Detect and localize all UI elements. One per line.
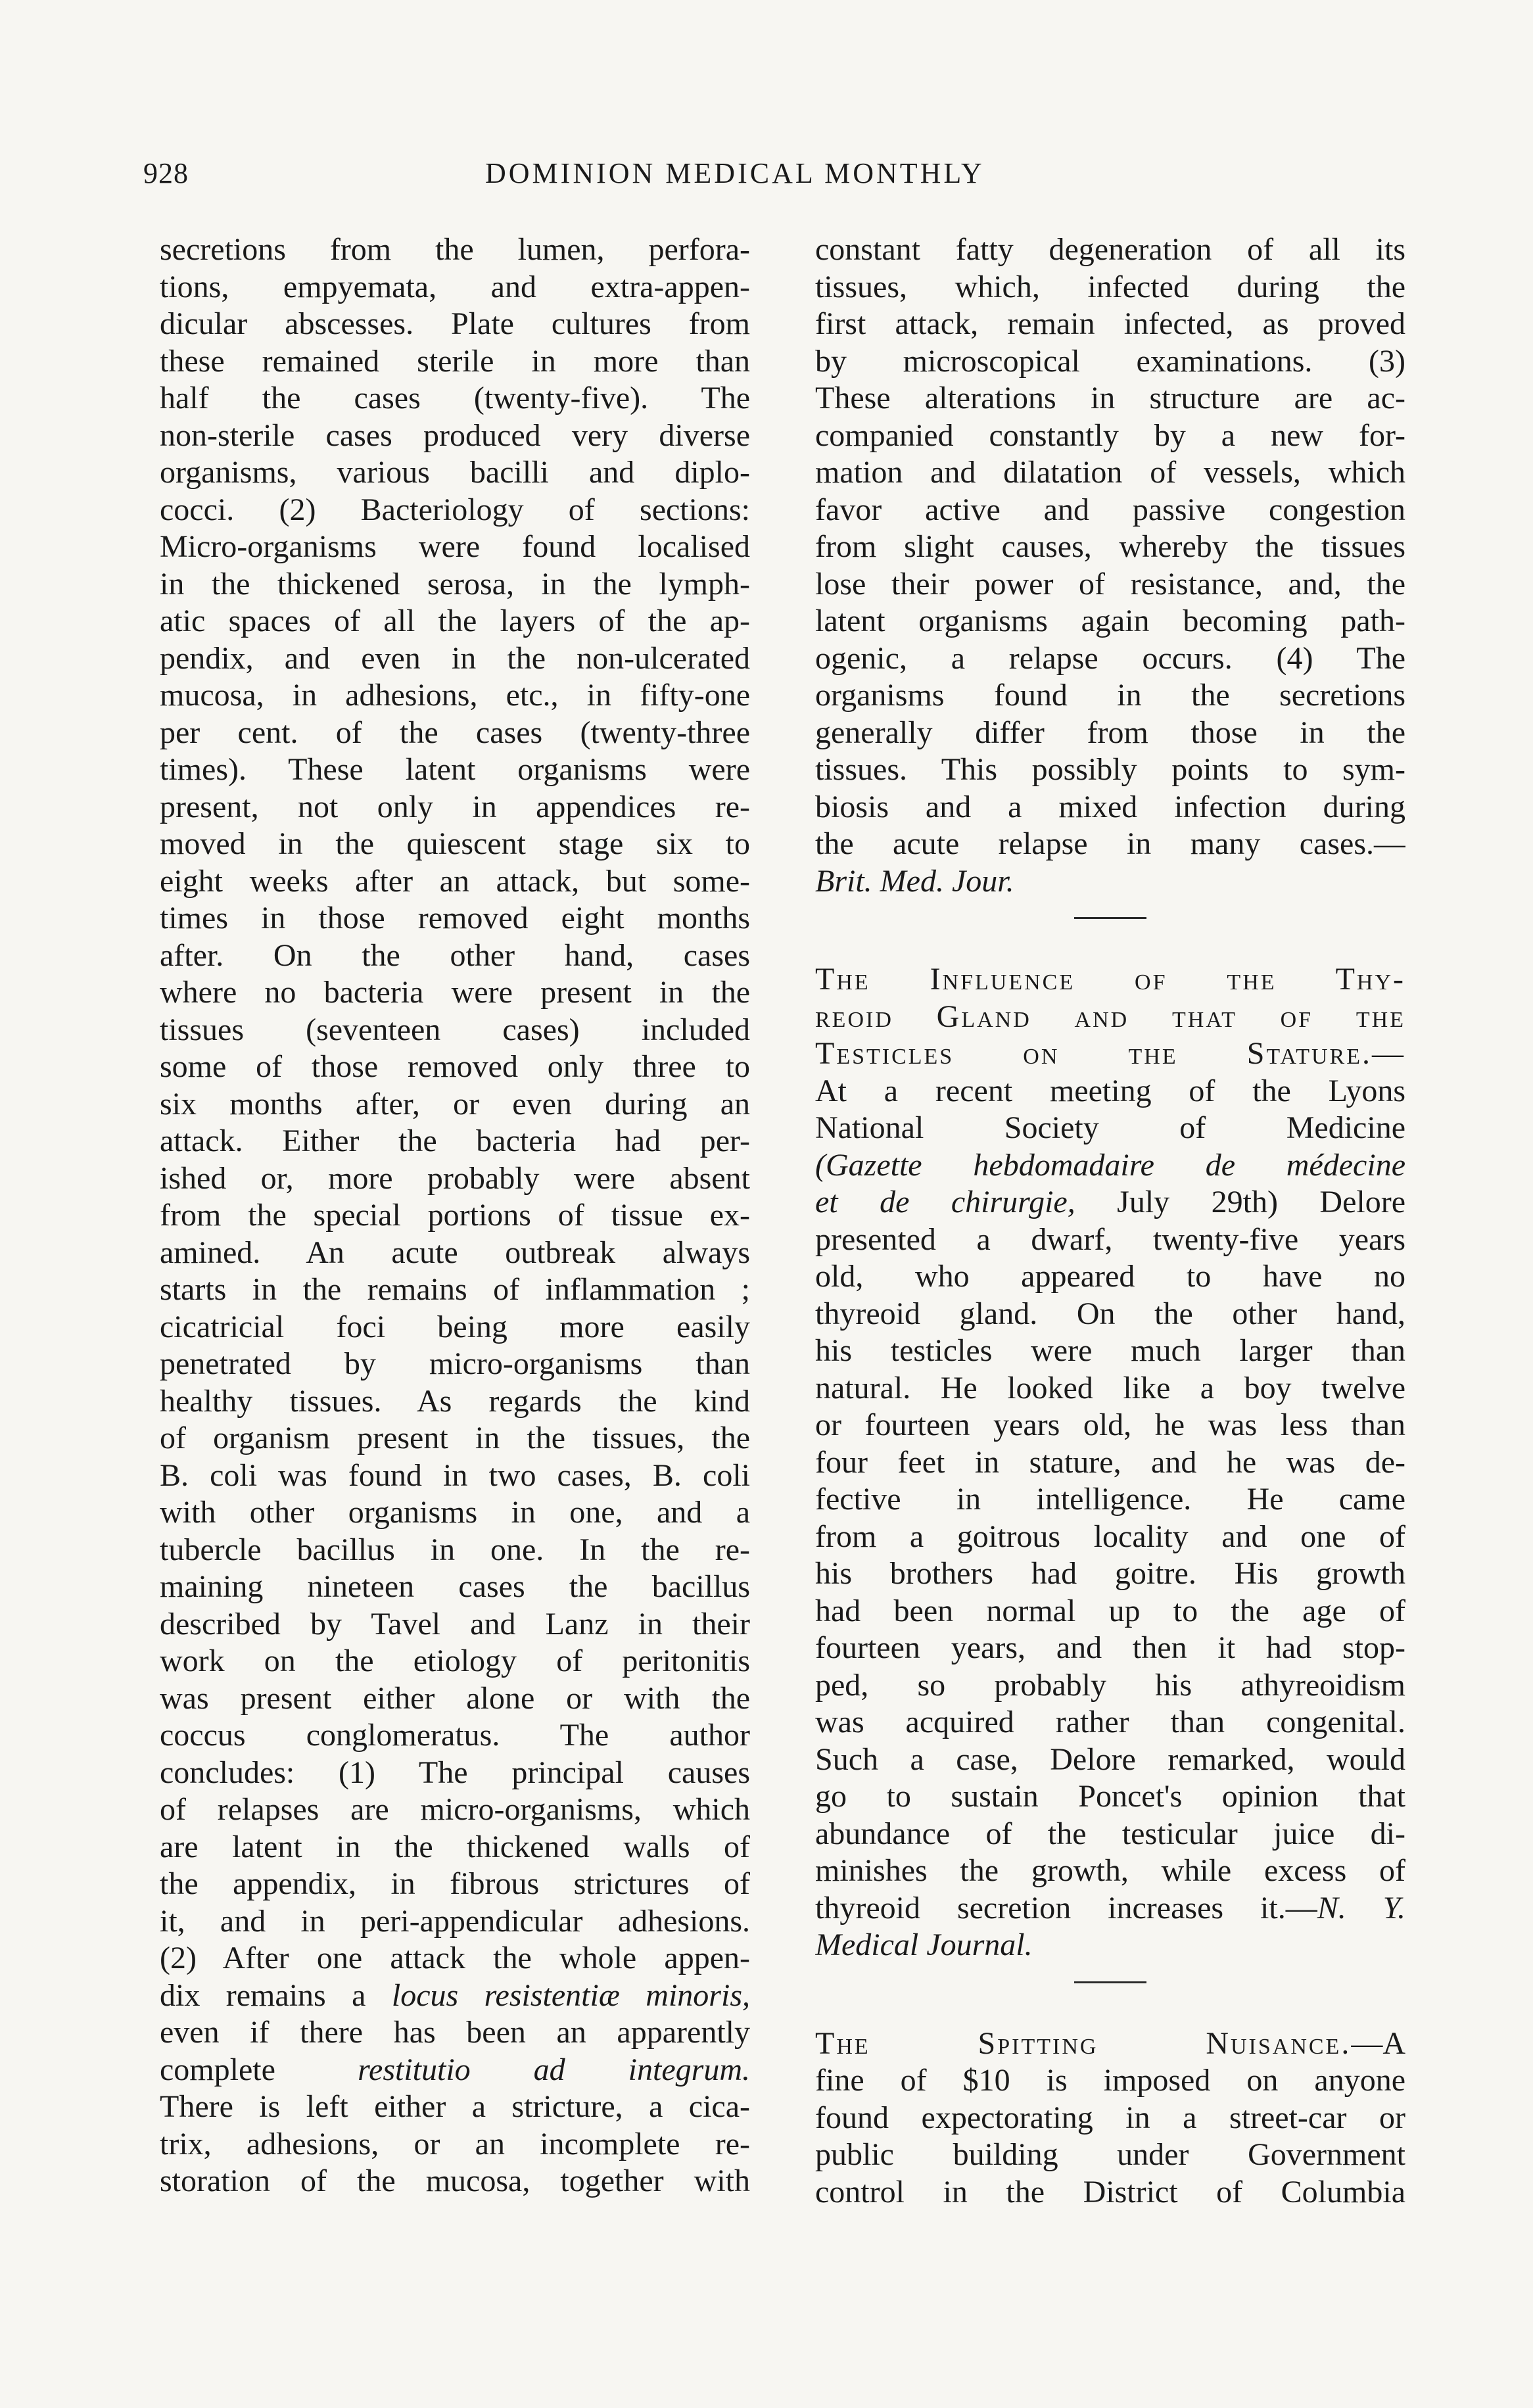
text-line: with other organisms in one, and a — [160, 1495, 750, 1530]
text-line: these remained sterile in more than — [160, 343, 750, 379]
text-line: (Gazette hebdomadaire de médecine — [815, 1147, 1405, 1183]
text-line: abundance of the testicular juice di- — [815, 1816, 1405, 1851]
text-line: Micro-organisms were found localised — [160, 529, 750, 564]
text-line: minishes the growth, while excess of — [815, 1853, 1405, 1888]
text-line: eight weeks after an attack, but some- — [160, 863, 750, 899]
text-line: six months after, or even during an — [160, 1086, 750, 1121]
text-line: B. coli was found in two cases, B. coli — [160, 1457, 750, 1493]
text-line: tissues, which, infected during the — [815, 269, 1405, 304]
journal-title: DOMINION MEDICAL MONTHLY — [485, 157, 985, 189]
text-line: half the cases (twenty-five). The — [160, 381, 750, 415]
text-line: thyreoid gland. On the other hand, — [815, 1296, 1405, 1331]
text-line: from slight causes, whereby the tissues — [815, 529, 1405, 564]
article-appendix-continuation — [815, 231, 1405, 863]
text-line: ogenic, a relapse occurs. (4) The — [815, 640, 1405, 676]
text-line: tissues (seventeen cases) included — [160, 1012, 750, 1047]
text-line: attack. Either the bacteria had per- — [160, 1123, 750, 1158]
page-number: 928 — [143, 157, 189, 189]
right-column — [815, 231, 1405, 2211]
text-line: National Society of Medicine — [815, 1110, 1405, 1145]
text-line: by microscopical examinations. (3) — [815, 343, 1405, 379]
text-line: where no bacteria were present in the — [160, 975, 750, 1010]
text-line: et de chirurgie, July 29th) Delore — [815, 1185, 1405, 1219]
text-line: tions, empyemata, and extra-appen- — [160, 269, 750, 304]
article-heading: The Influence of the Thy- — [815, 962, 1405, 997]
text-line: organisms, various bacilli and diplo- — [160, 455, 750, 490]
text-line: (2) After one attack the whole appen- — [160, 1941, 750, 1975]
text-line: starts in the remains of inflammation ; — [160, 1272, 750, 1307]
text-line: from the special portions of tissue ex- — [160, 1198, 750, 1233]
left-column-lines — [160, 231, 750, 1977]
text-line: mation and dilatation of vessels, which — [815, 455, 1405, 490]
text-line: go to sustain Poncet's opinion that — [815, 1779, 1405, 1814]
text-line: times in those removed eight months — [160, 901, 750, 935]
text-line: ped, so probably his athyreoidism — [815, 1667, 1405, 1703]
text-line: concludes: (1) The principal causes — [160, 1755, 750, 1790]
text-line: cicatricial foci being more easily — [160, 1309, 750, 1344]
text-line: four feet in stature, and he was de- — [815, 1444, 1405, 1480]
text-line: organisms found in the secretions — [815, 678, 1405, 713]
text-line: At a recent meeting of the Lyons — [815, 1073, 1405, 1108]
article-spitting-body — [815, 2062, 1405, 2211]
text-line: per cent. of the cases (twenty-three — [160, 715, 750, 750]
text-line: maining nineteen cases the bacillus — [160, 1569, 750, 1604]
text-line: even if there has been an apparently — [160, 2015, 750, 2050]
text-line: lose their power of resistance, and, the — [815, 566, 1405, 602]
section-divider — [1074, 1981, 1146, 1983]
text-line: presented a dwarf, twenty-five years — [815, 1221, 1405, 1257]
text-line: companied constantly by a new for- — [815, 417, 1405, 453]
text-line: complete restitutio ad integrum. — [160, 2052, 750, 2087]
text-line: of organism present in the tissues, the — [160, 1421, 750, 1455]
text-line: generally differ from those in the — [815, 715, 1405, 750]
article-spitting — [815, 2025, 1405, 2211]
section-divider — [1074, 917, 1146, 919]
text-line: fine of $10 is imposed on anyone — [815, 2063, 1405, 2098]
text-line: biosis and a mixed infection during — [815, 789, 1405, 824]
text-line: moved in the quiescent stage six to — [160, 826, 750, 861]
text-line: storation of the mucosa, together with — [160, 2163, 750, 2198]
text-line: after. On the other hand, cases — [160, 937, 750, 973]
text-line: These alterations in structure are ac- — [815, 381, 1405, 415]
text-line: favor active and passive congestion — [815, 492, 1405, 527]
text-line: in the thickened serosa, in the lymph- — [160, 566, 750, 602]
text-line: are latent in the thickened walls of — [160, 1829, 750, 1864]
article-heading: Testicles on the Stature.— — [815, 1036, 1405, 1071]
text-line: old, who appeared to have no — [815, 1259, 1405, 1294]
text-line: some of those removed only three to — [160, 1049, 750, 1084]
left-column-tail — [160, 2089, 750, 2200]
text-line: tubercle bacillus in one. In the re- — [160, 1532, 750, 1567]
text-line: There is left either a stricture, a cica- — [160, 2089, 750, 2124]
text-line: his testicles were much larger than — [815, 1333, 1405, 1368]
article-source: Medical Journal. — [815, 1927, 1033, 1962]
text-line: amined. An acute outbreak always — [160, 1235, 750, 1270]
text-line: penetrated by micro-organisms than — [160, 1346, 750, 1381]
text-line: described by Tavel and Lanz in their — [160, 1606, 750, 1641]
text-line: dicular abscesses. Plate cultures from — [160, 306, 750, 341]
text-line: healthy tissues. As regards the kind — [160, 1383, 750, 1419]
text-line: trix, adhesions, or an incomplete re- — [160, 2126, 750, 2161]
text-line: was acquired rather than congenital. — [815, 1705, 1405, 1739]
text-line: public building under Government — [815, 2137, 1405, 2172]
text-line: found expectorating in a street-car or — [815, 2100, 1405, 2135]
text-line: present, not only in appendices re- — [160, 789, 750, 824]
text-line: mucosa, in adhesions, etc., in fifty-one — [160, 678, 750, 713]
text-line: it, and in peri-appendicular adhesions. — [160, 1903, 750, 1939]
text-line: of relapses are micro-organisms, which — [160, 1792, 750, 1827]
text-line: secretions from the lumen, perfora- — [160, 232, 750, 267]
text-line: latent organisms again becoming path- — [815, 603, 1405, 638]
text-line: cocci. (2) Bacteriology of sections: — [160, 492, 750, 527]
article-thyroid-body — [815, 1221, 1405, 1890]
text-line: fourteen years, and then it had stop- — [815, 1630, 1405, 1665]
text-line: was present either alone or with the — [160, 1680, 750, 1716]
text-line: tissues. This possibly points to sym- — [815, 752, 1405, 787]
text-line: fective in intelligence. He came — [815, 1482, 1405, 1517]
text-line: constant fatty degeneration of all its — [815, 232, 1405, 267]
text-line: first attack, remain infected, as proved — [815, 306, 1405, 341]
article-source: Brit. Med. Jour. — [815, 863, 1014, 899]
text-line: Such a case, Delore remarked, would — [815, 1741, 1405, 1777]
running-head — [143, 156, 1425, 196]
text-line: atic spaces of all the layers of the ap- — [160, 603, 750, 638]
text-line: coccus conglomeratus. The author — [160, 1718, 750, 1753]
text-line: the appendix, in fibrous strictures of — [160, 1866, 750, 1901]
article-thyroid — [815, 961, 1405, 1964]
text-line: had been normal up to the age of — [815, 1593, 1405, 1628]
text-line: or fourteen years old, he was less than — [815, 1407, 1405, 1442]
text-line: his brothers had goitre. His growth — [815, 1556, 1405, 1591]
left-column — [160, 231, 750, 2200]
text-line: dix remains a locus resistentiæ minoris, — [160, 1977, 750, 2013]
text-line: natural. He looked like a boy twelve — [815, 1370, 1405, 1405]
text-line: control in the District of Columbia — [815, 2174, 1405, 2209]
article-heading: reoid Gland and that of the — [815, 999, 1405, 1034]
text-line: work on the etiology of peritonitis — [160, 1643, 750, 1678]
text-line: pendix, and even in the non-ulcerated — [160, 640, 750, 676]
text-line: times). These latent organisms were — [160, 752, 750, 787]
article-heading: The Spitting Nuisance.—A — [815, 2025, 1405, 2061]
text-line: thyreoid secretion increases it.—N. Y. — [815, 1890, 1405, 1925]
text-line: non-sterile cases produced very diverse — [160, 417, 750, 453]
text-line: the acute relapse in many cases.— — [815, 826, 1405, 861]
text-line: ished or, more probably were absent — [160, 1160, 750, 1196]
text-line: from a goitrous locality and one of — [815, 1519, 1405, 1554]
